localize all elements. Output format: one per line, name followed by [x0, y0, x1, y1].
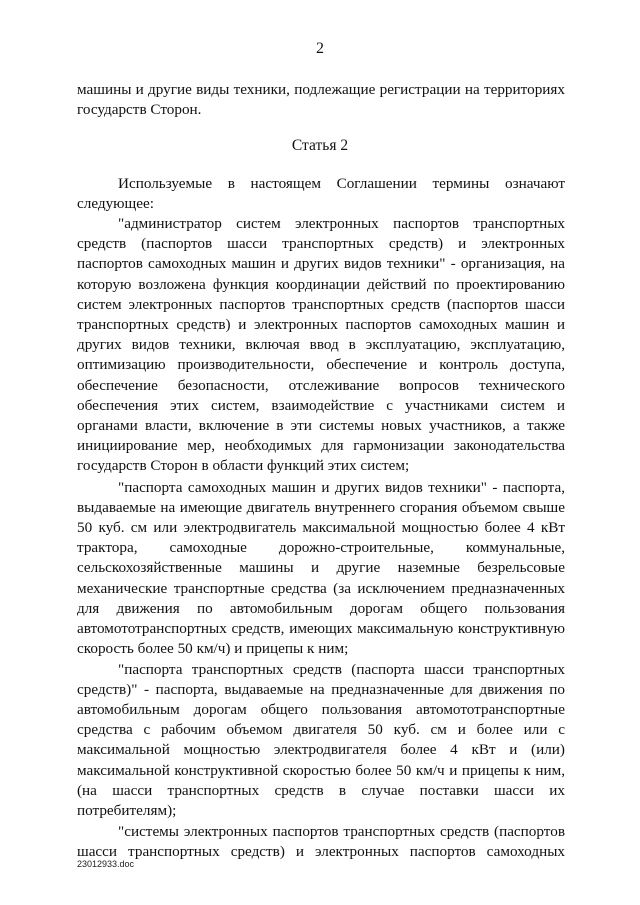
body-line: которую возложена функция координации действий по проектированию	[77, 276, 565, 293]
body-line: органами власти, включение в эти системы новых участников, а также	[77, 417, 565, 434]
page-number: 2	[316, 40, 324, 57]
body-line: максимальной конструктивной скоростью более 50 км/ч и прицепы к ним,	[77, 762, 565, 779]
body-line: трактора, самоходные дорожно-строительные, коммунальные,	[77, 539, 565, 556]
body-line: "администратор систем электронных паспортов транспортных	[118, 215, 565, 232]
body-line: (на шасси транспортных средств в случае поставки шасси их	[77, 782, 565, 799]
body-line: государств Сторон в области функций этих систем;	[77, 457, 410, 474]
body-line: потребителям);	[77, 802, 177, 819]
body-line: 50 куб. см или электродвигатель максимальной мощностью более 4 кВт	[77, 519, 565, 536]
body-line: транспортных средств) и электронных паспортов самоходных машин и	[77, 316, 565, 333]
body-line: средства с рабочим объемом двигателя 50 куб. см и более или с	[77, 721, 565, 738]
body-line: "паспорта транспортных средств (паспорта шасси транспортных	[118, 661, 565, 678]
body-line: систем электронных паспортов транспортных средств (паспортов шасси	[77, 296, 565, 313]
body-line: оптимизацию производительности, обеспечение и контроль доступа,	[77, 356, 565, 373]
body-line: Используемые в настоящем Соглашении термины означают	[118, 175, 565, 192]
body-line: паспортов самоходных машин и других видов техники" - организация, на	[77, 255, 565, 272]
body-line: механические транспортные средства (за исключением предназначенных	[77, 580, 565, 597]
body-line: следующее:	[77, 195, 154, 212]
body-line: "системы электронных паспортов транспортных средств (паспортов	[118, 823, 565, 840]
body-line: автомобильным дорогам общего пользования автомототранспортные	[77, 701, 565, 718]
body-line: шасси транспортных средств) и электронных паспортов самоходных	[77, 843, 565, 860]
body-line: выдаваемые на имеющие двигатель внутреннего сгорания объемом свыше	[77, 499, 565, 516]
body-line: автомототранспортных средств, имеющих максимальную конструктивную	[77, 620, 565, 637]
body-line: машины и другие виды техники, подлежащие регистрации на территориях	[77, 81, 565, 98]
body-line: "паспорта самоходных машин и других видов техники" - паспорта,	[118, 479, 565, 496]
body-line: обеспечения этих систем, взаимодействие с участниками систем и	[77, 397, 565, 414]
article-heading: Статья 2	[291, 137, 349, 154]
body-line: сельскохозяйственные машины и другие наземные безрельсовые	[77, 559, 565, 576]
body-line: инициирование мер, необходимых для гармонизации законодательства	[77, 437, 565, 454]
body-line: для движения по автомобильным дорогам общего пользования	[77, 600, 565, 617]
body-line: других видов техники, включая ввод в эксплуатацию, эксплуатацию,	[77, 336, 565, 353]
footer-doc-code: 23012933.doc	[77, 859, 135, 869]
body-line: государств Сторон.	[77, 101, 202, 118]
body-line: обеспечение безопасности, отслеживание вопросов технического	[77, 377, 565, 394]
body-line: средств (паспортов шасси транспортных средств) и электронных	[77, 235, 565, 252]
body-line: скорость более 50 км/ч) и прицепы к ним;	[77, 640, 349, 657]
body-line: максимальной мощностью электродвигателя более 4 кВт и (или)	[77, 741, 565, 758]
body-line: средств)" - паспорта, выдаваемые на предназначенные для движения по	[77, 681, 565, 698]
